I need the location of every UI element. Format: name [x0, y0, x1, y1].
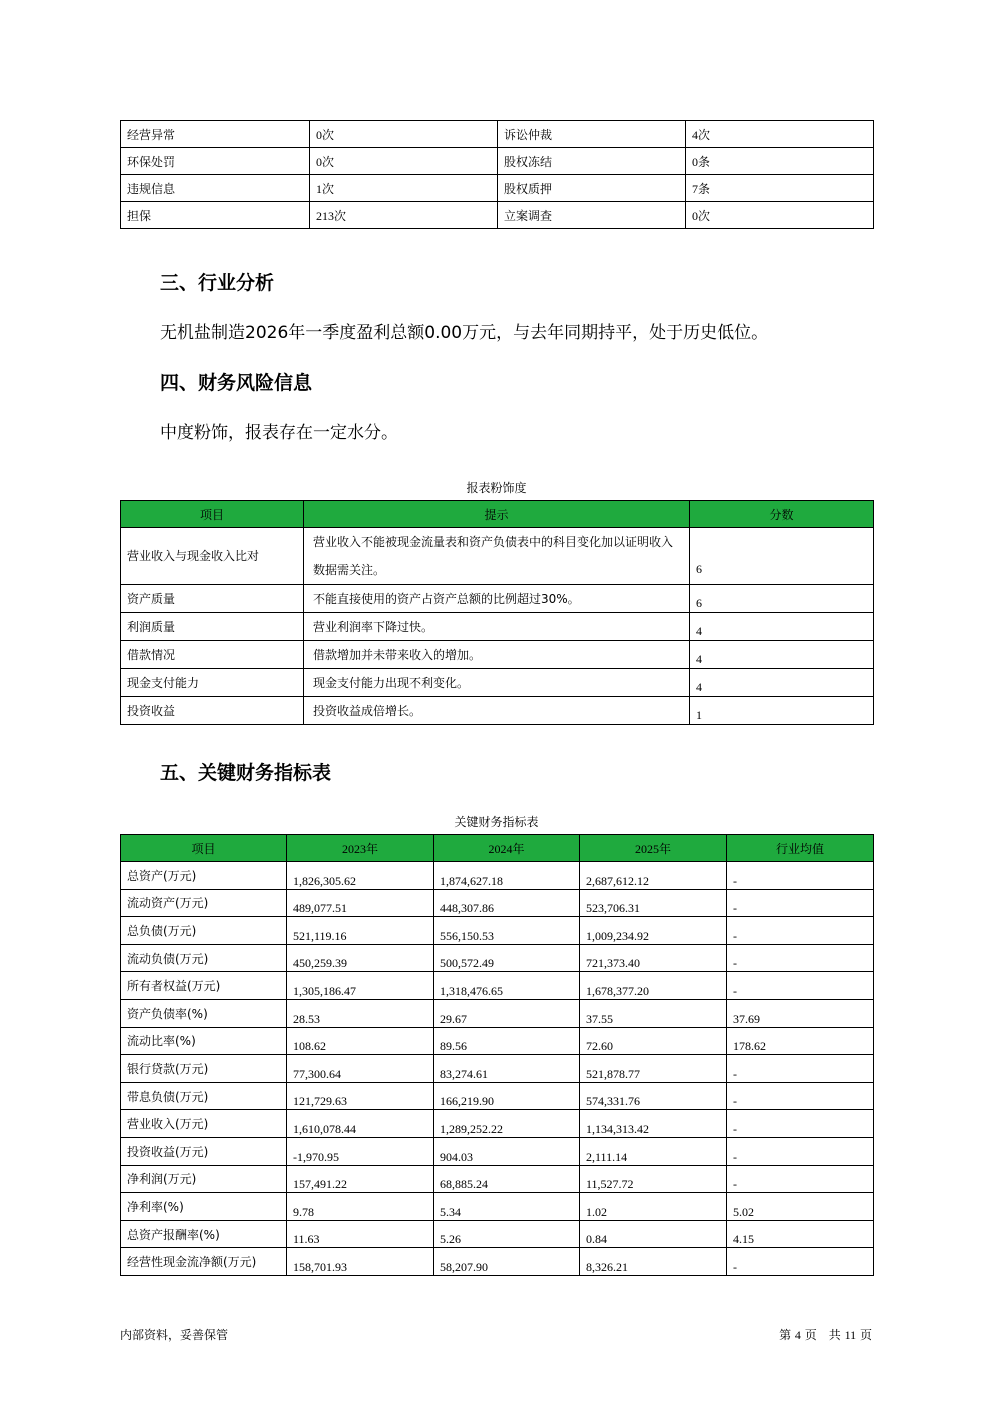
fin-2025-cell: 1,678,377.20 — [580, 972, 727, 1000]
fin-industry-avg-cell: - — [727, 1110, 874, 1138]
score-row — [121, 641, 874, 669]
risk-label-cell: 立案调查 — [498, 202, 686, 229]
risk-value-cell: 0次 — [686, 202, 874, 229]
fin-row — [121, 1027, 874, 1055]
score-item-cell: 营业收入与现金收入比对 — [121, 528, 304, 585]
risk-label-cell: 诉讼仲裁 — [498, 121, 686, 148]
score-item-cell: 资产质量 — [121, 585, 304, 613]
score-row — [121, 528, 874, 585]
fin-2024-cell: 556,150.53 — [434, 917, 580, 945]
risk-label-cell: 股权质押 — [498, 175, 686, 202]
fin-table-body — [121, 862, 874, 1276]
fin-industry-avg-cell: - — [727, 1055, 874, 1083]
fin-2025-cell: 11,527.72 — [580, 1165, 727, 1193]
score-hint-cell: 营业收入不能被现金流量表和资产负债表中的科目变化加以证明收入数据需关注。 — [304, 528, 690, 585]
fin-industry-avg-cell: - — [727, 1165, 874, 1193]
fin-row — [121, 917, 874, 945]
footer-confidential: 内部资料，妥善保管 — [120, 1328, 229, 1342]
fin-row — [121, 1248, 874, 1276]
page-current: 4 — [794, 1328, 801, 1342]
fin-2023-cell: 77,300.64 — [287, 1055, 434, 1083]
score-table — [120, 500, 874, 725]
fin-industry-avg-cell: - — [727, 862, 874, 890]
fin-2023-cell: 157,491.22 — [287, 1165, 434, 1193]
fin-2023-cell: 521,119.16 — [287, 917, 434, 945]
fin-2023-cell: 1,610,078.44 — [287, 1110, 434, 1138]
fin-item-cell: 所有者权益(万元) — [121, 972, 287, 1000]
financial-indicators-table — [120, 834, 874, 1276]
risk-value-cell: 7条 — [686, 175, 874, 202]
fin-industry-avg-cell: - — [727, 944, 874, 972]
fin-row — [121, 1082, 874, 1110]
fin-item-cell: 银行贷款(万元) — [121, 1055, 287, 1083]
page-total: 11 — [844, 1328, 857, 1342]
fin-2024-cell: 29.67 — [434, 999, 580, 1027]
fin-row — [121, 1137, 874, 1165]
risk-label-cell: 股权冻结 — [498, 148, 686, 175]
fin-2025-cell: 0.84 — [580, 1220, 727, 1248]
section-risk-text: 中度粉饰，报表存在一定水分。 — [160, 423, 398, 443]
risk-row — [121, 121, 874, 148]
fin-header-industry-avg: 行业均值 — [727, 835, 874, 862]
risk-row — [121, 175, 874, 202]
risk-value-cell: 213次 — [310, 202, 498, 229]
risk-summary-table — [120, 120, 874, 229]
fin-row — [121, 862, 874, 890]
page-mid: 页 共 — [804, 1328, 841, 1342]
fin-industry-avg-cell: 178.62 — [727, 1027, 874, 1055]
fin-2023-cell: 121,729.63 — [287, 1082, 434, 1110]
fin-2025-cell: 1,009,234.92 — [580, 917, 727, 945]
fin-row — [121, 944, 874, 972]
risk-value-cell: 0次 — [310, 121, 498, 148]
fin-item-cell: 流动比率(%) — [121, 1027, 287, 1055]
section-risk-title: 四、财务风险信息 — [160, 372, 313, 394]
fin-industry-avg-cell: - — [727, 917, 874, 945]
fin-2024-cell: 89.56 — [434, 1027, 580, 1055]
fin-2024-cell: 1,289,252.22 — [434, 1110, 580, 1138]
fin-row — [121, 1165, 874, 1193]
fin-item-cell: 总资产报酬率(%) — [121, 1220, 287, 1248]
score-hint-cell: 借款增加并未带来收入的增加。 — [304, 641, 690, 669]
score-row — [121, 613, 874, 641]
section-industry-text: 无机盐制造2026年一季度盈利总额0.00万元，与去年同期持平，处于历史低位。 — [160, 323, 769, 343]
fin-2025-cell: 521,878.77 — [580, 1055, 727, 1083]
fin-2024-cell: 166,219.90 — [434, 1082, 580, 1110]
fin-row — [121, 889, 874, 917]
fin-header-item: 项目 — [121, 835, 287, 862]
score-value-cell: 4 — [690, 641, 874, 669]
risk-row — [121, 148, 874, 175]
score-hint-cell: 不能直接使用的资产占资产总额的比例超过30%。 — [304, 585, 690, 613]
fin-row — [121, 1220, 874, 1248]
risk-label-cell: 违规信息 — [121, 175, 310, 202]
fin-row — [121, 1055, 874, 1083]
fin-table-caption: 关键财务指标表 — [454, 815, 539, 829]
fin-industry-avg-cell: 37.69 — [727, 999, 874, 1027]
footer-page-number — [779, 1326, 872, 1343]
page-suffix: 页 — [859, 1328, 872, 1342]
fin-item-cell: 总资产(万元) — [121, 862, 287, 890]
fin-item-cell: 净利率(%) — [121, 1193, 287, 1221]
score-value-cell: 4 — [690, 613, 874, 641]
fin-industry-avg-cell: 5.02 — [727, 1193, 874, 1221]
fin-2023-cell: 28.53 — [287, 999, 434, 1027]
score-header-score: 分数 — [690, 501, 874, 528]
score-table-caption: 报表粉饰度 — [466, 481, 527, 495]
fin-2024-cell: 5.34 — [434, 1193, 580, 1221]
fin-industry-avg-cell: - — [727, 889, 874, 917]
score-hint-cell: 现金支付能力出现不利变化。 — [304, 669, 690, 697]
section-indicators-title: 五、关键财务指标表 — [160, 762, 332, 784]
fin-2025-cell: 574,331.76 — [580, 1082, 727, 1110]
score-value-cell: 4 — [690, 669, 874, 697]
fin-2023-cell: 158,701.93 — [287, 1248, 434, 1276]
fin-2024-cell: 68,885.24 — [434, 1165, 580, 1193]
risk-row — [121, 202, 874, 229]
score-table-header — [121, 501, 874, 528]
fin-industry-avg-cell: - — [727, 972, 874, 1000]
fin-item-cell: 净利润(万元) — [121, 1165, 287, 1193]
fin-2024-cell: 83,274.61 — [434, 1055, 580, 1083]
fin-row — [121, 999, 874, 1027]
score-value-cell: 6 — [690, 585, 874, 613]
fin-header-2023: 2023年 — [287, 835, 434, 862]
score-header-item: 项目 — [121, 501, 304, 528]
risk-value-cell: 1次 — [310, 175, 498, 202]
score-value-cell: 6 — [690, 528, 874, 585]
fin-header-2025: 2025年 — [580, 835, 727, 862]
score-row — [121, 697, 874, 725]
score-item-cell: 利润质量 — [121, 613, 304, 641]
fin-industry-avg-cell: - — [727, 1137, 874, 1165]
fin-item-cell: 经营性现金流净额(万元) — [121, 1248, 287, 1276]
fin-2024-cell: 1,874,627.18 — [434, 862, 580, 890]
fin-row — [121, 1193, 874, 1221]
risk-value-cell: 0次 — [310, 148, 498, 175]
risk-label-cell: 环保处罚 — [121, 148, 310, 175]
fin-2025-cell: 72.60 — [580, 1027, 727, 1055]
score-row — [121, 585, 874, 613]
score-item-cell: 借款情况 — [121, 641, 304, 669]
fin-2025-cell: 8,326.21 — [580, 1248, 727, 1276]
fin-2024-cell: 448,307.86 — [434, 889, 580, 917]
fin-2024-cell: 1,318,476.65 — [434, 972, 580, 1000]
fin-row — [121, 1110, 874, 1138]
fin-2023-cell: -1,970.95 — [287, 1137, 434, 1165]
page-prefix: 第 — [779, 1328, 792, 1342]
score-row — [121, 669, 874, 697]
fin-2023-cell: 11.63 — [287, 1220, 434, 1248]
fin-2025-cell: 37.55 — [580, 999, 727, 1027]
fin-industry-avg-cell: 4.15 — [727, 1220, 874, 1248]
fin-2025-cell: 1.02 — [580, 1193, 727, 1221]
fin-2023-cell: 108.62 — [287, 1027, 434, 1055]
score-value-cell: 1 — [690, 697, 874, 725]
fin-2024-cell: 5.26 — [434, 1220, 580, 1248]
risk-value-cell: 0条 — [686, 148, 874, 175]
fin-2025-cell: 523,706.31 — [580, 889, 727, 917]
fin-2023-cell: 489,077.51 — [287, 889, 434, 917]
fin-2023-cell: 1,826,305.62 — [287, 862, 434, 890]
fin-2025-cell: 1,134,313.42 — [580, 1110, 727, 1138]
fin-2024-cell: 500,572.49 — [434, 944, 580, 972]
fin-2025-cell: 721,373.40 — [580, 944, 727, 972]
fin-2024-cell: 904.03 — [434, 1137, 580, 1165]
fin-2025-cell: 2,111.14 — [580, 1137, 727, 1165]
fin-2023-cell: 450,259.39 — [287, 944, 434, 972]
risk-label-cell: 担保 — [121, 202, 310, 229]
score-hint-cell: 投资收益成倍增长。 — [304, 697, 690, 725]
fin-2023-cell: 1,305,186.47 — [287, 972, 434, 1000]
score-hint-cell: 营业利润率下降过快。 — [304, 613, 690, 641]
fin-item-cell: 流动资产(万元) — [121, 889, 287, 917]
fin-item-cell: 带息负债(万元) — [121, 1082, 287, 1110]
score-table-body — [121, 528, 874, 725]
score-item-cell: 现金支付能力 — [121, 669, 304, 697]
fin-table-header — [121, 835, 874, 862]
fin-item-cell: 营业收入(万元) — [121, 1110, 287, 1138]
fin-2024-cell: 58,207.90 — [434, 1248, 580, 1276]
fin-2025-cell: 2,687,612.12 — [580, 862, 727, 890]
risk-value-cell: 4次 — [686, 121, 874, 148]
fin-item-cell: 总负债(万元) — [121, 917, 287, 945]
section-industry-title: 三、行业分析 — [160, 272, 275, 294]
fin-2023-cell: 9.78 — [287, 1193, 434, 1221]
fin-row — [121, 972, 874, 1000]
fin-industry-avg-cell: - — [727, 1082, 874, 1110]
fin-header-2024: 2024年 — [434, 835, 580, 862]
score-item-cell: 投资收益 — [121, 697, 304, 725]
fin-item-cell: 投资收益(万元) — [121, 1137, 287, 1165]
risk-label-cell: 经营异常 — [121, 121, 310, 148]
fin-industry-avg-cell: - — [727, 1248, 874, 1276]
score-header-hint: 提示 — [304, 501, 690, 528]
fin-item-cell: 资产负债率(%) — [121, 999, 287, 1027]
risk-table-body — [121, 121, 874, 229]
fin-item-cell: 流动负债(万元) — [121, 944, 287, 972]
